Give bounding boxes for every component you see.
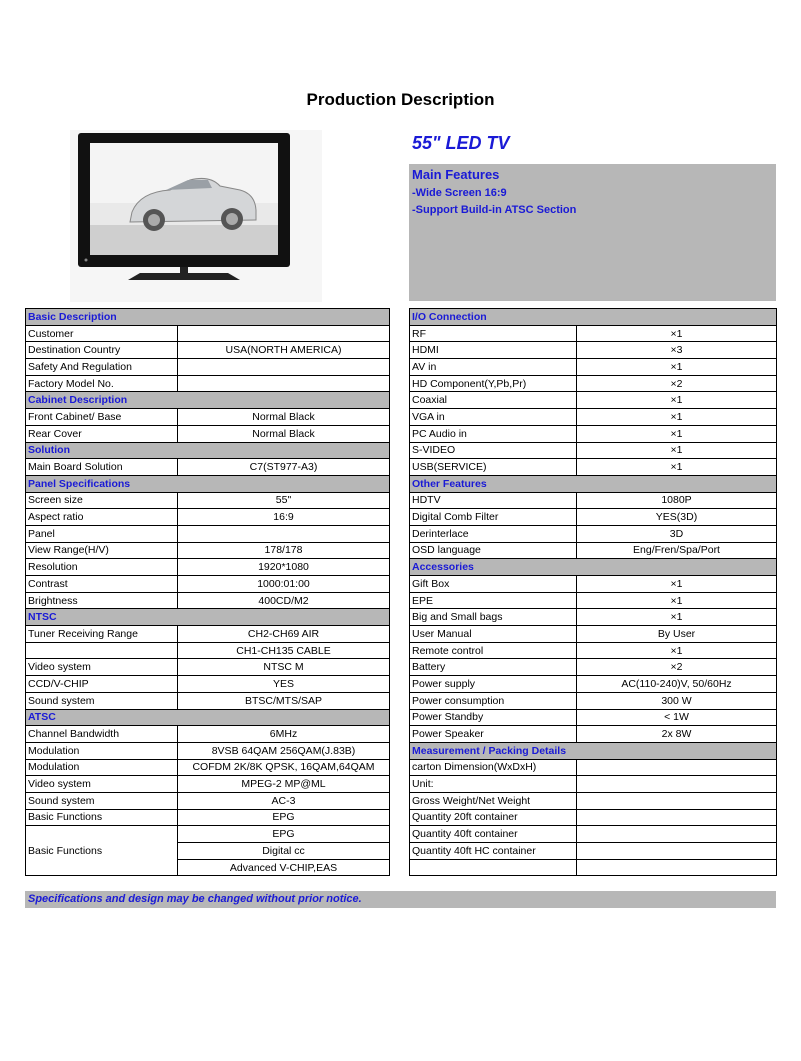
table-row [26, 492, 390, 509]
table-row [410, 843, 777, 860]
table-row [26, 375, 390, 392]
spec-value [577, 859, 777, 876]
spec-value: BTSC/MTS/SAP [178, 692, 390, 709]
table-row [410, 359, 777, 376]
spec-value [577, 792, 777, 809]
spec-label: PC Audio in [410, 425, 577, 442]
spec-value: ×1 [577, 592, 777, 609]
table-row [26, 342, 390, 359]
main-features-title: Main Features [412, 167, 500, 182]
spec-value: AC-3 [178, 792, 390, 809]
table-row [410, 776, 777, 793]
section-header-row [410, 475, 777, 492]
spec-label: HDMI [410, 342, 577, 359]
spec-label: AV in [410, 359, 577, 376]
section-header-row [26, 442, 390, 459]
spec-value [577, 843, 777, 860]
spec-label: Modulation [26, 759, 178, 776]
spec-value: 2x 8W [577, 726, 777, 743]
spec-label: Main Board Solution [26, 459, 178, 476]
table-row [410, 425, 777, 442]
spec-label: Basic Functions [26, 826, 178, 876]
table-row [410, 726, 777, 743]
table-row [26, 592, 390, 609]
spec-label: Remote control [410, 642, 577, 659]
table-row [410, 826, 777, 843]
table-row [26, 626, 390, 643]
spec-label: Front Cabinet/ Base [26, 409, 178, 426]
main-features-box [409, 164, 776, 301]
spec-label [410, 859, 577, 876]
spec-label: Panel [26, 525, 178, 542]
tv-product-image [70, 130, 322, 302]
table-row [26, 409, 390, 426]
spec-label: Power Speaker [410, 726, 577, 743]
spec-value: COFDM 2K/8K QPSK, 16QAM,64QAM [178, 759, 390, 776]
spec-value: AC(110-240)V, 50/60Hz [577, 676, 777, 693]
spec-value: EPG [178, 826, 390, 843]
spec-value: 400CD/M2 [178, 592, 390, 609]
spec-label: RF [410, 325, 577, 342]
spec-value: 16:9 [178, 509, 390, 526]
section-header: Basic Description [26, 309, 390, 326]
footer-text: Specifications and design may be changed without prior notice. [28, 893, 362, 905]
spec-value: ×1 [577, 609, 777, 626]
spec-label: Video system [26, 776, 178, 793]
table-row [26, 792, 390, 809]
section-header-row [410, 742, 777, 759]
table-row [410, 409, 777, 426]
spec-label: Channel Bandwidth [26, 726, 178, 743]
spec-label: Battery [410, 659, 577, 676]
spec-label: Destination Country [26, 342, 178, 359]
table-row [26, 509, 390, 526]
spec-value: 8VSB 64QAM 256QAM(J.83B) [178, 742, 390, 759]
table-row [26, 559, 390, 576]
table-row [26, 776, 390, 793]
table-row [410, 659, 777, 676]
table-row [410, 509, 777, 526]
spec-label: OSD language [410, 542, 577, 559]
spec-label: VGA in [410, 409, 577, 426]
spec-label: Aspect ratio [26, 509, 178, 526]
spec-label: Coaxial [410, 392, 577, 409]
spec-label: View Range(H/V) [26, 542, 178, 559]
table-row [410, 392, 777, 409]
feature-item: -Support Build-in ATSC Section [412, 204, 577, 216]
spec-label [26, 642, 178, 659]
spec-label: Safety And Regulation [26, 359, 178, 376]
section-header: Other Features [410, 475, 777, 492]
spec-value: Advanced V-CHIP,EAS [178, 859, 390, 876]
spec-label: HDTV [410, 492, 577, 509]
spec-value: YES(3D) [577, 509, 777, 526]
left-spec-table [25, 308, 390, 876]
table-row [410, 792, 777, 809]
spec-value [577, 826, 777, 843]
table-row [410, 859, 777, 876]
spec-label: Derinterlace [410, 525, 577, 542]
table-row [26, 659, 390, 676]
spec-value: ×1 [577, 325, 777, 342]
spec-value: 300 W [577, 692, 777, 709]
spec-value: 1920*1080 [178, 559, 390, 576]
spec-label: EPE [410, 592, 577, 609]
table-row [410, 809, 777, 826]
spec-label: Gross Weight/Net Weight [410, 792, 577, 809]
spec-value [577, 759, 777, 776]
spec-value: EPG [178, 809, 390, 826]
spec-label: Power supply [410, 676, 577, 693]
table-row [26, 459, 390, 476]
spec-value [178, 359, 390, 376]
spec-value: 178/178 [178, 542, 390, 559]
feature-item: -Wide Screen 16:9 [412, 187, 507, 199]
spec-value: CH1-CH135 CABLE [178, 642, 390, 659]
spec-label: Screen size [26, 492, 178, 509]
spec-label: Factory Model No. [26, 375, 178, 392]
spec-label: Big and Small bags [410, 609, 577, 626]
table-row [410, 609, 777, 626]
section-header: NTSC [26, 609, 390, 626]
section-header-row [26, 475, 390, 492]
spec-value: NTSC M [178, 659, 390, 676]
table-row [410, 542, 777, 559]
table-row [410, 642, 777, 659]
section-header-row [26, 709, 390, 726]
spec-value [178, 525, 390, 542]
spec-value [577, 776, 777, 793]
table-row [26, 425, 390, 442]
table-row [26, 742, 390, 759]
spec-value: ×3 [577, 342, 777, 359]
spec-value: 1080P [577, 492, 777, 509]
right-spec-table [409, 308, 777, 876]
table-row [26, 325, 390, 342]
spec-value: USA(NORTH AMERICA) [178, 342, 390, 359]
table-row [410, 525, 777, 542]
table-row [26, 359, 390, 376]
spec-value: ×1 [577, 392, 777, 409]
spec-value: 1000:01:00 [178, 576, 390, 593]
spec-value: ×1 [577, 425, 777, 442]
section-header-row [410, 559, 777, 576]
spec-label: User Manual [410, 626, 577, 643]
section-header: Measurement / Packing Details [410, 742, 777, 759]
table-row [410, 459, 777, 476]
spec-label: Power consumption [410, 692, 577, 709]
spec-value: By User [577, 626, 777, 643]
spec-label: Video system [26, 659, 178, 676]
spec-label: Sound system [26, 692, 178, 709]
spec-label: CCD/V-CHIP [26, 676, 178, 693]
table-row [26, 809, 390, 826]
spec-label: Contrast [26, 576, 178, 593]
table-row [410, 592, 777, 609]
section-header-row [26, 392, 390, 409]
section-header: Panel Specifications [26, 475, 390, 492]
spec-value: C7(ST977-A3) [178, 459, 390, 476]
spec-value: ×1 [577, 359, 777, 376]
spec-label: Sound system [26, 792, 178, 809]
spec-value: 3D [577, 525, 777, 542]
section-header-row [26, 309, 390, 326]
table-row [410, 626, 777, 643]
table-row [410, 375, 777, 392]
product-name: 55" LED TV [412, 133, 510, 153]
section-header: Accessories [410, 559, 777, 576]
spec-label: Resolution [26, 559, 178, 576]
spec-value: ×1 [577, 442, 777, 459]
section-header: Solution [26, 442, 390, 459]
spec-label: USB(SERVICE) [410, 459, 577, 476]
table-row [410, 576, 777, 593]
spec-value: Normal Black [178, 409, 390, 426]
spec-label: Customer [26, 325, 178, 342]
spec-label: HD Component(Y,Pb,Pr) [410, 375, 577, 392]
section-header: I/O Connection [410, 309, 777, 326]
table-row [410, 325, 777, 342]
spec-label: Quantity 40ft HC container [410, 843, 577, 860]
spec-label: S-VIDEO [410, 442, 577, 459]
section-header: ATSC [26, 709, 390, 726]
spec-value: ×1 [577, 576, 777, 593]
spec-label: Digital Comb Filter [410, 509, 577, 526]
table-row [26, 576, 390, 593]
spec-label: Rear Cover [26, 425, 178, 442]
spec-label: carton Dimension(WxDxH) [410, 759, 577, 776]
spec-label: Basic Functions [26, 809, 178, 826]
table-row [26, 525, 390, 542]
table-row [410, 492, 777, 509]
table-row [410, 709, 777, 726]
spec-value: < 1W [577, 709, 777, 726]
spec-value: ×1 [577, 459, 777, 476]
table-row [410, 759, 777, 776]
spec-label: Quantity 20ft container [410, 809, 577, 826]
spec-value [178, 375, 390, 392]
spec-value: ×1 [577, 642, 777, 659]
table-row [26, 826, 390, 843]
spec-label: Brightness [26, 592, 178, 609]
spec-label: Modulation [26, 742, 178, 759]
spec-value: ×2 [577, 659, 777, 676]
section-header-row [26, 609, 390, 626]
spec-value: ×1 [577, 409, 777, 426]
table-row [410, 342, 777, 359]
spec-value: Normal Black [178, 425, 390, 442]
spec-label: Unit: [410, 776, 577, 793]
spec-value [178, 325, 390, 342]
spec-value: Digital cc [178, 843, 390, 860]
table-row [410, 442, 777, 459]
spec-label: Power Standby [410, 709, 577, 726]
table-row [26, 726, 390, 743]
spec-value: CH2-CH69 AIR [178, 626, 390, 643]
table-row [26, 759, 390, 776]
table-row [26, 642, 390, 659]
section-header-row [410, 309, 777, 326]
table-row [410, 692, 777, 709]
spec-label: Tuner Receiving Range [26, 626, 178, 643]
spec-value [577, 809, 777, 826]
table-row [26, 692, 390, 709]
spec-label: Quantity 40ft container [410, 826, 577, 843]
spec-value: MPEG-2 MP@ML [178, 776, 390, 793]
table-row [26, 542, 390, 559]
page-title: Production Description [306, 90, 495, 109]
spec-value: YES [178, 676, 390, 693]
section-header: Cabinet Description [26, 392, 390, 409]
footer-notice [25, 891, 776, 908]
spec-value: 6MHz [178, 726, 390, 743]
spec-value: 55" [178, 492, 390, 509]
spec-label: Gift Box [410, 576, 577, 593]
table-row [26, 676, 390, 693]
spec-value: Eng/Fren/Spa/Port [577, 542, 777, 559]
spec-value: ×2 [577, 375, 777, 392]
table-row [410, 676, 777, 693]
